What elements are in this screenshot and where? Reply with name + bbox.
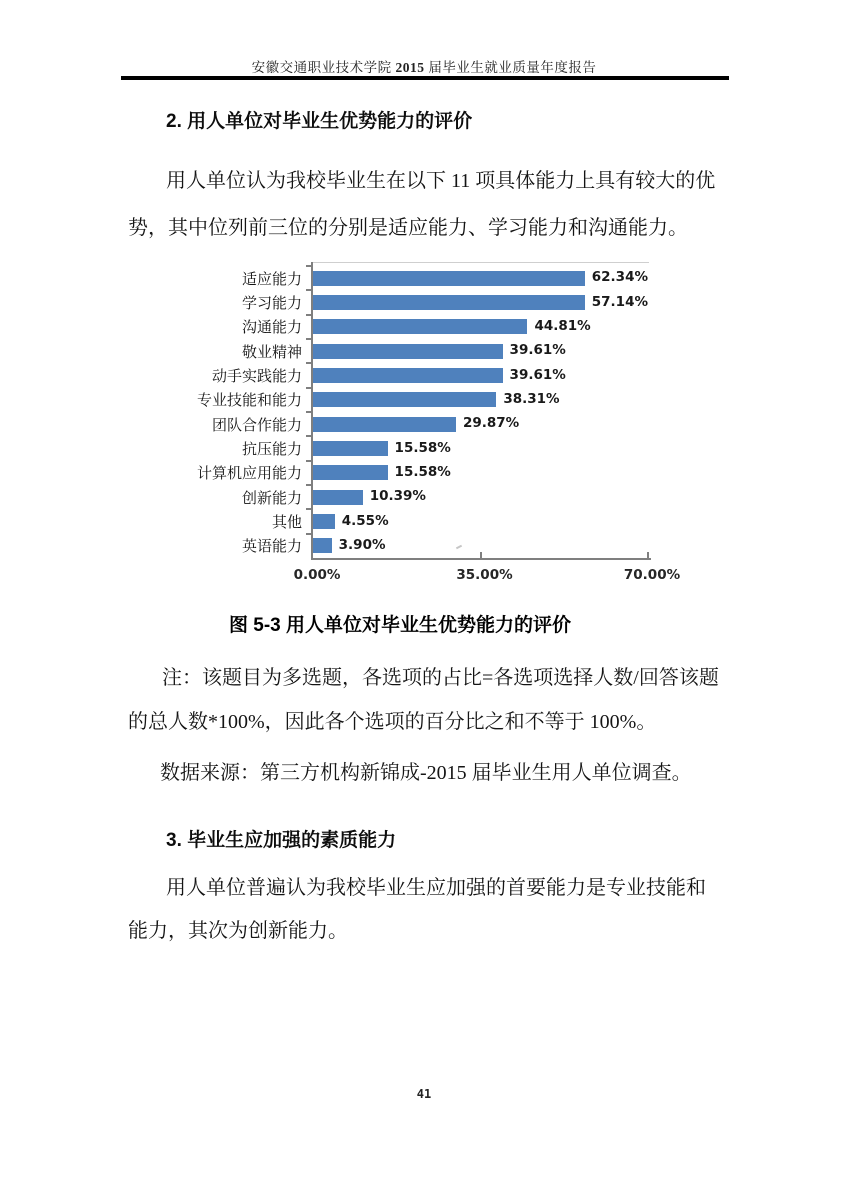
category-label: 沟通能力	[241, 320, 302, 337]
bar-value-label: 15.58%	[394, 464, 451, 481]
category-label: 敬业精神	[241, 344, 302, 361]
figure-caption: 图 5-3 用人单位对毕业生优势能力的评价	[228, 615, 572, 636]
x-axis-tick	[480, 552, 482, 558]
bar	[313, 392, 496, 407]
bar	[313, 441, 388, 456]
category-label: 学习能力	[241, 295, 302, 312]
bar-row	[313, 436, 648, 460]
paragraph-line: 用人单位普遍认为我校毕业生应加强的首要能力是专业技能和	[166, 877, 706, 899]
bar	[313, 514, 335, 529]
bar-value-label: 44.81%	[534, 318, 591, 335]
bar	[313, 319, 527, 334]
section-3-heading: 3. 毕业生应加强的素质能力	[166, 830, 397, 851]
note-line: 的总人数*100%，因此各个选项的百分比之和不等于 100%。	[128, 711, 657, 733]
bar	[313, 465, 388, 480]
x-axis-tick-label: 70.00%	[623, 567, 681, 583]
bar-row	[313, 266, 648, 290]
header-title-prefix: 安徽交通职业技术学院	[251, 60, 396, 75]
bar	[313, 490, 363, 505]
bar	[313, 344, 503, 359]
x-axis-tick-label: 35.00%	[456, 567, 513, 583]
category-label: 专业技能和能力	[196, 393, 302, 410]
bar-value-label: 15.58%	[394, 439, 451, 456]
note-line: 注：该题目为多选题，各选项的占比=各选项选择人数/回答该题	[162, 667, 719, 689]
bar-row	[313, 290, 648, 314]
bar-row	[313, 363, 648, 387]
category-label: 抗压能力	[241, 441, 302, 458]
paragraph-line: 势，其中位列前三位的分别是适应能力、学习能力和沟通能力。	[128, 217, 688, 239]
bar-row	[313, 339, 648, 363]
bar-value-label: 57.14%	[591, 293, 648, 310]
category-labels	[100, 266, 302, 558]
category-label: 动手实践能力	[211, 368, 302, 385]
bar-row	[313, 485, 648, 509]
bar-rows	[313, 266, 648, 558]
bar-value-label: 3.90%	[338, 537, 386, 554]
bar-value-label: 39.61%	[509, 342, 566, 359]
category-label: 其他	[271, 514, 302, 531]
bar	[313, 295, 585, 310]
paragraph-line: 能力，其次为创新能力。	[128, 920, 348, 942]
bar-row	[313, 461, 648, 485]
x-axis-line	[311, 558, 651, 560]
category-label: 创新能力	[241, 490, 302, 507]
x-axis-tick-label: 0.00%	[293, 567, 341, 583]
bar-value-label: 10.39%	[369, 488, 426, 505]
bar-value-label: 39.61%	[509, 366, 566, 383]
category-label: 英语能力	[241, 539, 302, 556]
bar	[313, 271, 585, 286]
category-label: 团队合作能力	[211, 417, 302, 434]
header-title-suffix: 届毕业生就业质量年度报告	[424, 60, 597, 75]
section-2-heading: 2. 用人单位对毕业生优势能力的评价	[166, 111, 473, 132]
bar-row	[313, 388, 648, 412]
bar	[313, 538, 332, 553]
bar-row	[313, 412, 648, 436]
data-source-line: 数据来源：第三方机构新锦成-2015 届毕业生用人单位调查。	[160, 762, 692, 784]
category-label: 适应能力	[241, 271, 302, 288]
bar-value-label: 62.34%	[591, 269, 648, 286]
x-axis-tick	[647, 552, 649, 558]
bar-value-label: 4.55%	[341, 512, 389, 529]
page-number: 41	[416, 1087, 432, 1101]
bar-value-label: 38.31%	[503, 391, 560, 408]
header-title-year: 2015	[395, 60, 425, 75]
bar	[313, 417, 456, 432]
plot-top-border	[311, 262, 649, 263]
paragraph-line: 用人单位认为我校毕业生在以下 11 项具体能力上具有较大的优	[166, 170, 716, 192]
bar-row	[313, 509, 648, 533]
bar-row	[313, 315, 648, 339]
category-label: 计算机应用能力	[196, 466, 302, 483]
bar-value-label: 29.87%	[462, 415, 520, 432]
bar	[313, 368, 503, 383]
